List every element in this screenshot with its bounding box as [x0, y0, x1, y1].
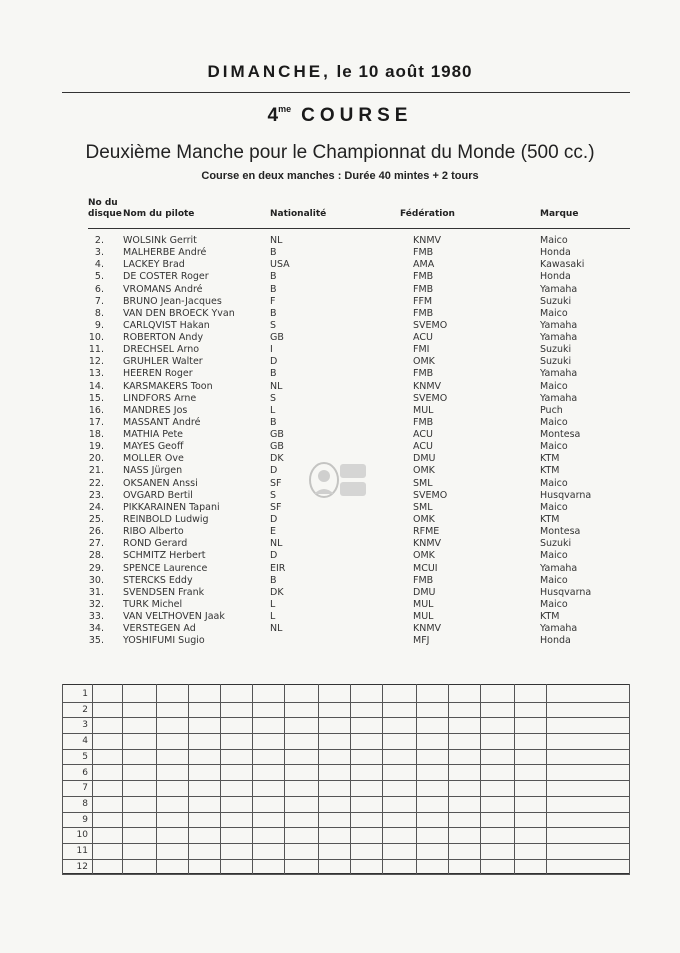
rider-name: OKSANEN Anssi: [123, 477, 198, 489]
rider-nationality: L: [270, 598, 276, 610]
rider-row: [0, 563, 680, 575]
rider-nationality: F: [270, 295, 276, 307]
rider-federation: FMB: [413, 416, 434, 428]
rider-number: 8.: [94, 307, 104, 319]
rider-federation: AMA: [413, 259, 435, 271]
rider-row: [0, 429, 680, 441]
rider-row: [0, 417, 680, 429]
rider-federation: SML: [413, 477, 433, 489]
rider-nationality: B: [270, 416, 277, 428]
rider-nationality: GB: [270, 441, 284, 453]
rider-brand: Yamaha: [540, 283, 578, 295]
rider-name: SCHMITZ Herbert: [123, 550, 206, 562]
rider-nationality: B: [270, 271, 277, 283]
rider-federation: OMK: [413, 465, 435, 477]
result-grid-row: [62, 766, 630, 782]
rider-number: 15.: [88, 392, 104, 404]
rider-row: [0, 393, 680, 405]
result-grid-column-line: [62, 684, 63, 874]
result-grid-column-line: [546, 684, 547, 874]
rider-brand: Yamaha: [540, 392, 578, 404]
rider-number: 23.: [88, 489, 104, 501]
day-label: DIMANCHE,: [207, 62, 331, 81]
result-grid-row-number: 11: [76, 846, 88, 856]
rider-brand: Maico: [540, 380, 568, 392]
result-grid-row-number: 7: [82, 783, 88, 794]
top-divider: [62, 92, 630, 93]
rider-name: GRUHLER Walter: [123, 356, 203, 368]
result-grid-column-line: [252, 684, 253, 874]
rider-number: 9.: [94, 319, 104, 331]
race-subtitle: Deuxième Manche pour le Championnat du Monde (500 cc.): [85, 142, 595, 163]
rider-number: 4.: [94, 259, 104, 271]
result-grid-row: [62, 718, 630, 734]
rider-row: [0, 344, 680, 356]
rider-name: STERCKS Eddy: [123, 574, 193, 586]
rider-number: 6.: [94, 283, 104, 295]
rider-portrait-logo-icon: [304, 458, 370, 502]
rider-number: 33.: [88, 611, 104, 623]
result-grid-column-line: [350, 684, 351, 874]
rider-name: HEEREN Roger: [123, 368, 193, 380]
result-grid-row-number: 9: [82, 814, 88, 825]
rider-row: [0, 320, 680, 332]
result-grid-row: [62, 828, 630, 844]
rider-number: 26.: [88, 526, 104, 538]
rider-nationality: EIR: [270, 562, 286, 574]
result-grid-row: [62, 687, 630, 703]
rider-number: 24.: [88, 501, 104, 513]
rider-name: DE COSTER Roger: [123, 271, 209, 283]
result-grid-row-number: 12: [76, 861, 88, 872]
rider-nationality: L: [270, 404, 276, 416]
rider-nationality: USA: [270, 259, 290, 271]
rider-federation: FFM: [413, 295, 433, 307]
header-divider: [88, 228, 630, 229]
rider-nationality: GB: [270, 429, 284, 441]
rider-federation: OMK: [413, 513, 435, 525]
rider-brand: Yamaha: [540, 332, 578, 344]
rider-brand: Honda: [540, 635, 571, 647]
rider-name: BRUNO Jean-Jacques: [123, 295, 222, 307]
result-grid-row: [62, 844, 630, 860]
rider-federation: KNMV: [413, 235, 442, 246]
rider-number: 20.: [88, 453, 104, 465]
rider-number: 30.: [88, 574, 104, 586]
result-grid-column-line: [92, 684, 93, 874]
result-grid-row-number: 4: [82, 736, 88, 747]
column-header-brand: Marque: [540, 209, 579, 219]
rider-name: LINDFORS Arne: [123, 392, 197, 404]
rider-row: [0, 441, 680, 453]
result-grid-row-number: 1: [82, 689, 88, 699]
rider-brand: Maico: [540, 441, 568, 453]
rider-name: TURK Michel: [123, 598, 183, 610]
result-grid-row-number: 5: [82, 751, 88, 762]
rider-row: [0, 550, 680, 562]
result-grid-row: [62, 797, 630, 813]
rider-federation: KNMV: [413, 623, 442, 635]
result-grid-row-number: 3: [82, 720, 88, 731]
rider-federation: DMU: [413, 586, 436, 598]
result-grid-column-line: [480, 684, 481, 874]
rider-row: [0, 247, 680, 259]
result-grid-column-line: [188, 684, 189, 874]
rider-row: [0, 284, 680, 296]
rider-nationality: S: [270, 319, 277, 331]
rider-brand: Suzuki: [540, 356, 572, 368]
rider-federation: ACU: [413, 441, 433, 453]
rider-federation: KNMV: [413, 538, 442, 550]
result-grid-row: [62, 860, 630, 876]
result-grid-row-number: 10: [76, 830, 88, 841]
date-label: le 10 août 1980: [336, 62, 473, 81]
rider-nationality: GB: [270, 332, 284, 344]
rider-name: MAYES Geoff: [123, 441, 184, 453]
rider-number: 13.: [88, 368, 104, 380]
rider-name: VAN DEN BROECK Yvan: [123, 307, 235, 319]
rider-federation: SVEMO: [413, 392, 448, 404]
rider-brand: Yamaha: [540, 368, 578, 380]
rider-name: NASS Jürgen: [123, 465, 183, 477]
rider-number: 16.: [88, 404, 104, 416]
course-title: [0, 104, 680, 127]
rider-name: MANDRES Jos: [123, 404, 188, 416]
rider-nationality: DK: [270, 586, 284, 598]
rider-brand: Kawasaki: [540, 259, 585, 271]
rider-nationality: DK: [270, 453, 284, 465]
rider-brand: KTM: [540, 513, 560, 525]
rider-brand: Husqvarna: [540, 489, 592, 501]
rider-brand: Honda: [540, 271, 571, 283]
course-suffix: me: [278, 104, 292, 114]
rider-nationality: I: [270, 344, 273, 356]
rider-federation: DMU: [413, 453, 436, 465]
rider-brand: Yamaha: [540, 562, 578, 574]
rider-nationality: B: [270, 368, 277, 380]
rider-brand: Maico: [540, 501, 568, 513]
rider-number: 12.: [88, 356, 104, 368]
result-grid-column-line: [448, 684, 449, 874]
rider-row: [0, 611, 680, 623]
column-header-name: Nom du pilote: [123, 209, 195, 219]
rider-brand: Honda: [540, 247, 571, 259]
result-grid-column-line: [382, 684, 383, 874]
rider-brand: KTM: [540, 611, 560, 623]
rider-federation: RFME: [413, 526, 440, 538]
course-word: COURSE: [301, 105, 413, 126]
result-grid-column-line: [156, 684, 157, 874]
rider-name: CARLQVIST Hakan: [123, 319, 210, 331]
rider-number: 3.: [94, 247, 104, 259]
rider-name: KARSMAKERS Toon: [123, 380, 213, 392]
rider-row: [0, 235, 680, 247]
rider-federation: MUL: [413, 598, 434, 610]
rider-name: WOLSINk Gerrit: [123, 235, 197, 246]
result-grid-column-line: [318, 684, 319, 874]
rider-name: MALHERBE André: [123, 247, 207, 259]
rider-number: 14.: [88, 380, 104, 392]
rider-brand: Suzuki: [540, 344, 572, 356]
rider-row: [0, 259, 680, 271]
rider-row: [0, 381, 680, 393]
rider-brand: Montesa: [540, 429, 581, 441]
result-grid-column-line: [514, 684, 515, 874]
rider-brand: Montesa: [540, 526, 581, 538]
rider-brand: Maico: [540, 598, 568, 610]
result-grid-column-line: [416, 684, 417, 874]
rider-brand: Suzuki: [540, 538, 572, 550]
rider-nationality: SF: [270, 501, 282, 513]
rider-federation: SVEMO: [413, 489, 448, 501]
rider-federation: FMB: [413, 271, 434, 283]
column-header-federation: Fédération: [400, 209, 455, 219]
rider-brand: Husqvarna: [540, 586, 592, 598]
rider-row: [0, 332, 680, 344]
rider-brand: Maico: [540, 550, 568, 562]
rider-federation: MCUI: [413, 562, 438, 574]
rider-name: MASSANT André: [123, 416, 201, 428]
rider-federation: SVEMO: [413, 319, 448, 331]
rider-name: ROBERTON Andy: [123, 332, 204, 344]
rider-name: PIKKARAINEN Tapani: [123, 501, 220, 513]
rider-row: [0, 502, 680, 514]
rider-row: [0, 599, 680, 611]
rider-row: [0, 368, 680, 380]
result-grid-row: [62, 734, 630, 750]
rider-name: DRECHSEL Arno: [123, 344, 200, 356]
result-grid-row-number: 6: [82, 767, 88, 778]
rider-name: YOSHIFUMI Sugio: [123, 635, 205, 647]
rider-number: 2.: [94, 235, 104, 246]
rider-federation: OMK: [413, 356, 435, 368]
rider-name: ROND Gerard: [123, 538, 188, 550]
rider-brand: Maico: [540, 574, 568, 586]
rider-federation: FMB: [413, 307, 434, 319]
rider-name: SVENDSEN Frank: [123, 586, 205, 598]
rider-nationality: D: [270, 356, 278, 368]
rider-nationality: S: [270, 392, 277, 404]
rider-brand: KTM: [540, 465, 560, 477]
rider-nationality: B: [270, 283, 277, 295]
rider-nationality: D: [270, 513, 278, 525]
column-header-number: [88, 198, 122, 220]
rider-number: 18.: [88, 429, 104, 441]
rider-brand: Puch: [540, 404, 563, 416]
rider-nationality: S: [270, 489, 277, 501]
rider-federation: FMB: [413, 368, 434, 380]
rider-brand: Yamaha: [540, 319, 578, 331]
result-grid-row: [62, 750, 630, 766]
result-grid-column-line: [220, 684, 221, 874]
rider-number: 10.: [88, 332, 104, 344]
rider-nationality: D: [270, 550, 278, 562]
rider-federation: ACU: [413, 429, 433, 441]
rider-federation: MFJ: [413, 635, 430, 647]
result-grid-row-number: 2: [82, 704, 88, 715]
rider-number: 34.: [88, 623, 104, 635]
result-grid-row: [62, 703, 630, 719]
rider-federation: MUL: [413, 611, 434, 623]
rider-number: 29.: [88, 562, 104, 574]
result-grid-row-number: 8: [82, 798, 88, 809]
result-grid-column-line: [284, 684, 285, 874]
rider-federation: FMI: [413, 344, 430, 356]
rider-federation: SML: [413, 501, 433, 513]
rider-nationality: D: [270, 465, 278, 477]
rider-federation: OMK: [413, 550, 435, 562]
rider-name: LACKEY Brad: [123, 259, 185, 271]
rider-name: MATHIA Pete: [123, 429, 184, 441]
column-header-number-line2: disque: [88, 209, 122, 219]
rider-nationality: L: [270, 611, 276, 623]
rider-number: 25.: [88, 513, 104, 525]
rider-row: [0, 635, 680, 647]
rider-brand: KTM: [540, 453, 560, 465]
result-grid-column-line: [122, 684, 123, 874]
rider-row: [0, 587, 680, 599]
rider-nationality: B: [270, 307, 277, 319]
rider-brand: Maico: [540, 477, 568, 489]
column-header-nationality: Nationalité: [270, 209, 327, 219]
rider-brand: Suzuki: [540, 295, 572, 307]
rider-name: VAN VELTHOVEN Jaak: [123, 611, 225, 623]
rider-brand: Maico: [540, 416, 568, 428]
rider-brand: Maico: [540, 307, 568, 319]
date-heading: [0, 62, 680, 82]
rider-brand: Maico: [540, 235, 568, 246]
rider-number: 32.: [88, 598, 104, 610]
rider-number: 17.: [88, 416, 104, 428]
rider-nationality: SF: [270, 477, 282, 489]
result-grid-row: [62, 781, 630, 797]
rider-name: VERSTEGEN Ad: [123, 623, 196, 635]
rider-number: 35.: [88, 635, 104, 647]
column-header-number-line1: No du: [88, 198, 118, 208]
rider-row: [0, 575, 680, 587]
rider-federation: FMB: [413, 247, 434, 259]
rider-number: 5.: [94, 271, 104, 283]
rider-nationality: NL: [270, 623, 283, 635]
rider-number: 19.: [88, 441, 104, 453]
rider-number: 28.: [88, 550, 104, 562]
rider-row: [0, 308, 680, 320]
rider-name: VROMANS André: [123, 283, 203, 295]
rider-name: OVGARD Bertil: [123, 489, 193, 501]
rider-row: [0, 538, 680, 550]
rider-row: [0, 296, 680, 308]
result-grid-column-line: [629, 684, 630, 874]
rider-row: [0, 405, 680, 417]
rider-name: SPENCE Laurence: [123, 562, 208, 574]
rider-number: 22.: [88, 477, 104, 489]
rider-federation: ACU: [413, 332, 433, 344]
rider-number: 7.: [94, 295, 104, 307]
rider-nationality: B: [270, 247, 277, 259]
rider-row: [0, 514, 680, 526]
rider-nationality: B: [270, 574, 277, 586]
race-format: Course en deux manches : Durée 40 mintes + 2 tours: [201, 170, 479, 182]
rider-name: RIBO Alberto: [123, 526, 184, 538]
rider-row: [0, 356, 680, 368]
rider-name: REINBOLD Ludwig: [123, 513, 209, 525]
rider-name: MOLLER Ove: [123, 453, 184, 465]
rider-federation: MUL: [413, 404, 434, 416]
rider-number: 11.: [88, 344, 104, 356]
result-grid-row: [62, 813, 630, 829]
rider-number: 31.: [88, 586, 104, 598]
rider-row: [0, 271, 680, 283]
rider-number: 27.: [88, 538, 104, 550]
rider-brand: Yamaha: [540, 623, 578, 635]
rider-federation: FMB: [413, 574, 434, 586]
rider-row: [0, 623, 680, 635]
rider-federation: FMB: [413, 283, 434, 295]
course-number: 4: [267, 105, 279, 126]
rider-row: [0, 526, 680, 538]
rider-number: 21.: [88, 465, 104, 477]
rider-nationality: E: [270, 526, 277, 538]
rider-federation: KNMV: [413, 380, 442, 392]
result-grid: [62, 684, 630, 874]
rider-nationality: NL: [270, 235, 283, 246]
rider-nationality: NL: [270, 538, 283, 550]
rider-nationality: NL: [270, 380, 283, 392]
